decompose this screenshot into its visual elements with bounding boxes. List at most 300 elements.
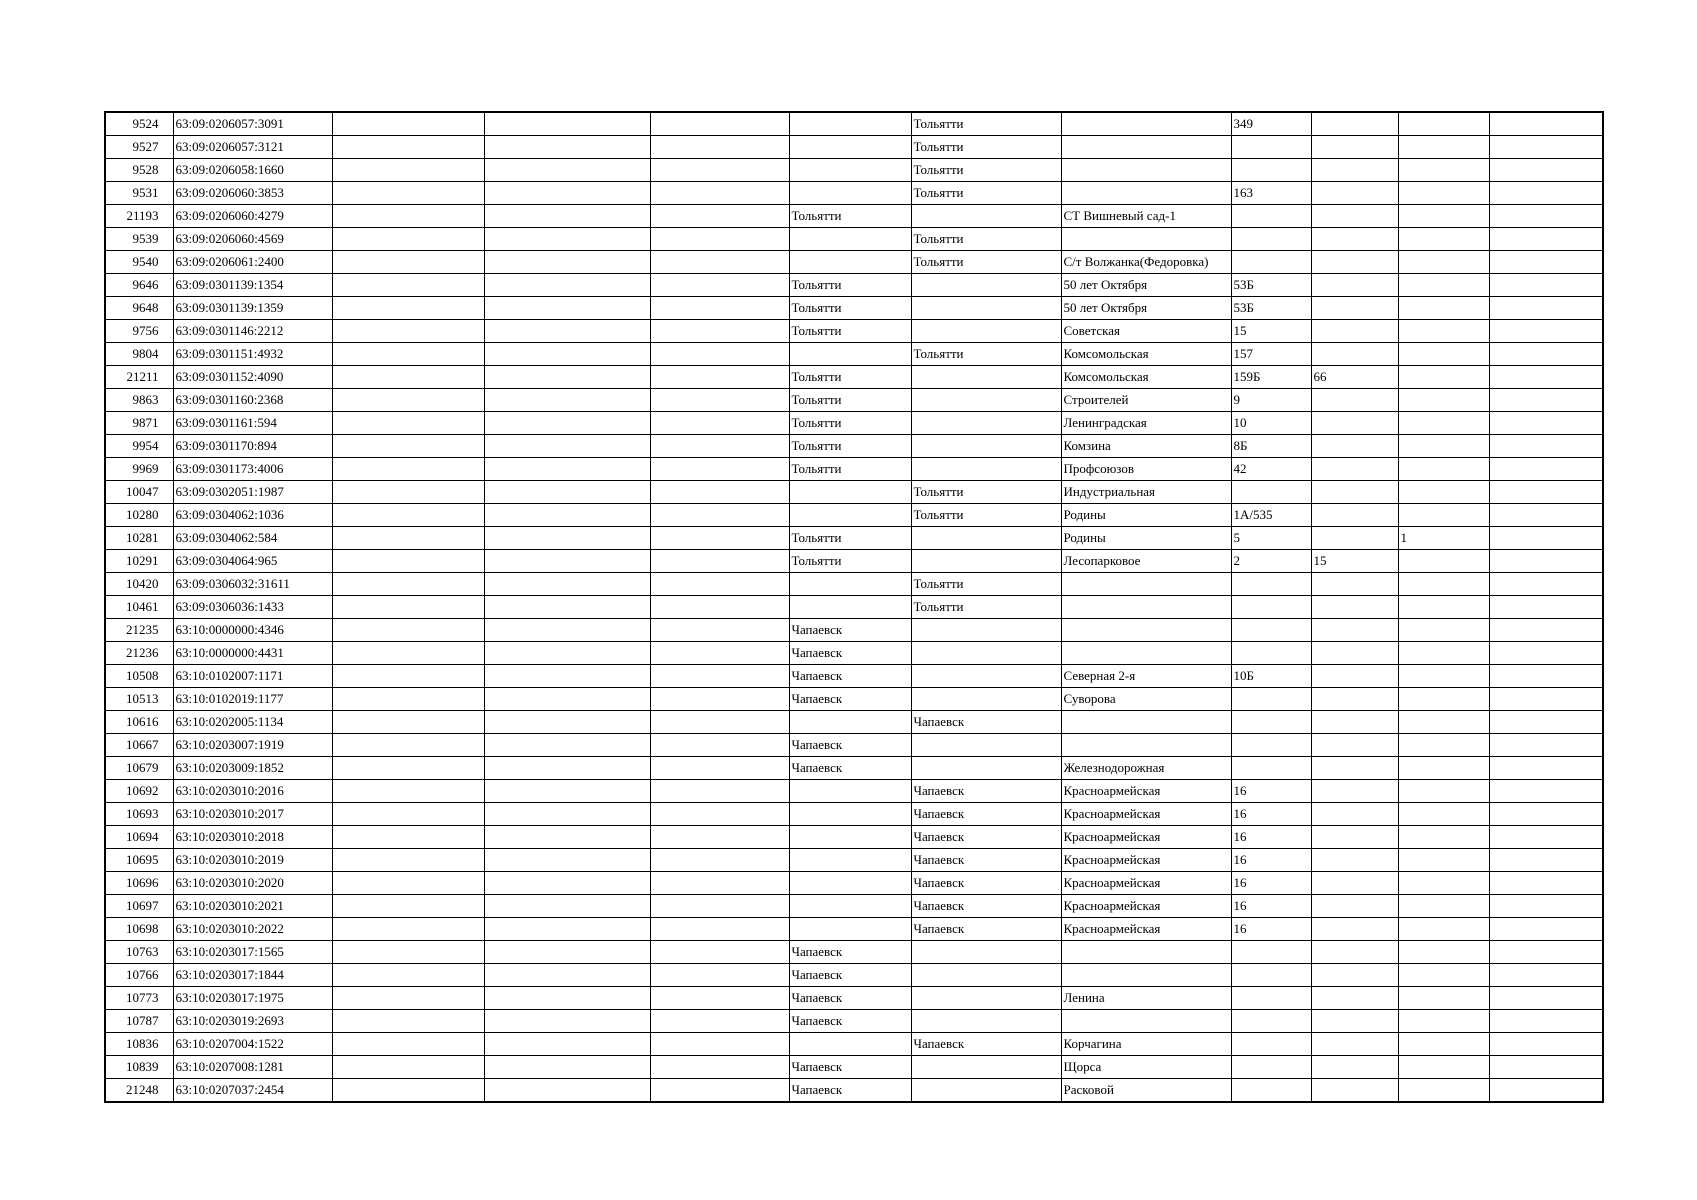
cell-apartment bbox=[1489, 573, 1603, 596]
cell-building bbox=[1311, 780, 1398, 803]
cell-record-number: 10047 bbox=[105, 481, 173, 504]
cell-record-number: 9524 bbox=[105, 112, 173, 136]
cell-settlement-city: Тольятти bbox=[789, 458, 911, 481]
cell-locality: Тольятти bbox=[911, 504, 1061, 527]
cell-col-3 bbox=[332, 688, 484, 711]
cell-building: 15 bbox=[1311, 550, 1398, 573]
cell-apartment bbox=[1489, 389, 1603, 412]
cell-structure bbox=[1398, 619, 1489, 642]
cell-building bbox=[1311, 711, 1398, 734]
cell-building bbox=[1311, 964, 1398, 987]
cell-house-number: 16 bbox=[1231, 895, 1311, 918]
cell-cadastral-number: 63:10:0000000:4346 bbox=[173, 619, 332, 642]
cell-settlement-city bbox=[789, 251, 911, 274]
cell-structure bbox=[1398, 343, 1489, 366]
cell-house-number: 16 bbox=[1231, 918, 1311, 941]
cell-apartment bbox=[1489, 757, 1603, 780]
cell-cadastral-number: 63:09:0206060:3853 bbox=[173, 182, 332, 205]
cell-col-5 bbox=[650, 918, 789, 941]
cell-col-3 bbox=[332, 1033, 484, 1056]
cell-record-number: 9539 bbox=[105, 228, 173, 251]
cell-col-4 bbox=[484, 1079, 650, 1103]
cell-record-number: 10280 bbox=[105, 504, 173, 527]
cell-building bbox=[1311, 918, 1398, 941]
cell-settlement-city: Тольятти bbox=[789, 527, 911, 550]
cell-house-number: 10 bbox=[1231, 412, 1311, 435]
cell-structure bbox=[1398, 688, 1489, 711]
cell-apartment bbox=[1489, 550, 1603, 573]
cell-house-number bbox=[1231, 734, 1311, 757]
table-row bbox=[105, 228, 1603, 251]
cell-building bbox=[1311, 849, 1398, 872]
cell-structure bbox=[1398, 734, 1489, 757]
cell-col-5 bbox=[650, 895, 789, 918]
cell-locality bbox=[911, 941, 1061, 964]
cell-building bbox=[1311, 941, 1398, 964]
cell-cadastral-number: 63:09:0304062:584 bbox=[173, 527, 332, 550]
cell-building bbox=[1311, 320, 1398, 343]
cell-settlement-city bbox=[789, 182, 911, 205]
cell-settlement-city bbox=[789, 481, 911, 504]
cell-locality bbox=[911, 320, 1061, 343]
cell-settlement-city bbox=[789, 159, 911, 182]
cell-building bbox=[1311, 527, 1398, 550]
cell-settlement-city bbox=[789, 826, 911, 849]
cell-settlement-city bbox=[789, 803, 911, 826]
cell-locality bbox=[911, 688, 1061, 711]
cell-col-3 bbox=[332, 251, 484, 274]
cell-settlement-city: Чапаевск bbox=[789, 734, 911, 757]
cell-apartment bbox=[1489, 297, 1603, 320]
cell-settlement-city bbox=[789, 849, 911, 872]
cell-settlement-city: Тольятти bbox=[789, 205, 911, 228]
cell-col-3 bbox=[332, 918, 484, 941]
cell-col-3 bbox=[332, 619, 484, 642]
table-row bbox=[105, 412, 1603, 435]
table-row bbox=[105, 1010, 1603, 1033]
cell-locality bbox=[911, 205, 1061, 228]
cell-street: Комзина bbox=[1061, 435, 1231, 458]
cell-building bbox=[1311, 757, 1398, 780]
cell-structure bbox=[1398, 918, 1489, 941]
cell-settlement-city: Тольятти bbox=[789, 435, 911, 458]
cell-col-4 bbox=[484, 136, 650, 159]
cell-apartment bbox=[1489, 159, 1603, 182]
cell-col-4 bbox=[484, 366, 650, 389]
table-row bbox=[105, 159, 1603, 182]
cell-locality bbox=[911, 366, 1061, 389]
cell-apartment bbox=[1489, 504, 1603, 527]
cell-cadastral-number: 63:10:0207004:1522 bbox=[173, 1033, 332, 1056]
cell-cadastral-number: 63:09:0306032:31611 bbox=[173, 573, 332, 596]
cell-record-number: 21248 bbox=[105, 1079, 173, 1103]
cell-building bbox=[1311, 182, 1398, 205]
cell-col-5 bbox=[650, 366, 789, 389]
cell-col-4 bbox=[484, 780, 650, 803]
cell-col-5 bbox=[650, 504, 789, 527]
cell-locality bbox=[911, 757, 1061, 780]
cell-cadastral-number: 63:10:0203007:1919 bbox=[173, 734, 332, 757]
cell-cadastral-number: 63:10:0203017:1975 bbox=[173, 987, 332, 1010]
cell-cadastral-number: 63:10:0203009:1852 bbox=[173, 757, 332, 780]
cell-col-4 bbox=[484, 297, 650, 320]
table-row bbox=[105, 711, 1603, 734]
cell-record-number: 9527 bbox=[105, 136, 173, 159]
cell-cadastral-number: 63:10:0000000:4431 bbox=[173, 642, 332, 665]
cell-apartment bbox=[1489, 941, 1603, 964]
cell-building bbox=[1311, 1079, 1398, 1103]
cell-locality: Тольятти bbox=[911, 343, 1061, 366]
cell-structure bbox=[1398, 297, 1489, 320]
cell-col-5 bbox=[650, 136, 789, 159]
cell-locality: Чапаевск bbox=[911, 918, 1061, 941]
cell-col-4 bbox=[484, 803, 650, 826]
cell-col-3 bbox=[332, 458, 484, 481]
cell-structure bbox=[1398, 136, 1489, 159]
cell-settlement-city: Тольятти bbox=[789, 297, 911, 320]
table-row bbox=[105, 619, 1603, 642]
cell-apartment bbox=[1489, 918, 1603, 941]
table-row bbox=[105, 1056, 1603, 1079]
cell-col-3 bbox=[332, 182, 484, 205]
cell-structure bbox=[1398, 504, 1489, 527]
cell-col-3 bbox=[332, 1010, 484, 1033]
cell-col-5 bbox=[650, 435, 789, 458]
cell-house-number: 16 bbox=[1231, 780, 1311, 803]
cell-col-4 bbox=[484, 711, 650, 734]
cell-col-5 bbox=[650, 182, 789, 205]
cell-col-3 bbox=[332, 389, 484, 412]
cell-house-number bbox=[1231, 205, 1311, 228]
cell-building bbox=[1311, 297, 1398, 320]
table-row bbox=[105, 182, 1603, 205]
cell-locality bbox=[911, 527, 1061, 550]
table-row bbox=[105, 481, 1603, 504]
cell-street: 50 лет Октября bbox=[1061, 274, 1231, 297]
cell-street: Комсомольская bbox=[1061, 343, 1231, 366]
cell-apartment bbox=[1489, 458, 1603, 481]
cell-house-number bbox=[1231, 941, 1311, 964]
cell-building bbox=[1311, 987, 1398, 1010]
cell-locality bbox=[911, 435, 1061, 458]
cell-cadastral-number: 63:09:0206060:4279 bbox=[173, 205, 332, 228]
table-row bbox=[105, 596, 1603, 619]
table-row bbox=[105, 573, 1603, 596]
cell-col-3 bbox=[332, 895, 484, 918]
cell-locality: Чапаевск bbox=[911, 826, 1061, 849]
cell-col-4 bbox=[484, 619, 650, 642]
cell-house-number: 9 bbox=[1231, 389, 1311, 412]
cell-record-number: 10787 bbox=[105, 1010, 173, 1033]
cell-street: Красноармейская bbox=[1061, 803, 1231, 826]
table-row bbox=[105, 734, 1603, 757]
cell-record-number: 10508 bbox=[105, 665, 173, 688]
cell-building bbox=[1311, 435, 1398, 458]
cell-col-5 bbox=[650, 642, 789, 665]
cell-house-number bbox=[1231, 481, 1311, 504]
cell-building bbox=[1311, 205, 1398, 228]
cell-record-number: 10696 bbox=[105, 872, 173, 895]
cell-apartment bbox=[1489, 665, 1603, 688]
cell-col-5 bbox=[650, 803, 789, 826]
cell-structure bbox=[1398, 642, 1489, 665]
cell-cadastral-number: 63:09:0206061:2400 bbox=[173, 251, 332, 274]
cell-settlement-city bbox=[789, 596, 911, 619]
cell-locality bbox=[911, 1010, 1061, 1033]
table-row bbox=[105, 435, 1603, 458]
cell-street bbox=[1061, 112, 1231, 136]
cell-settlement-city bbox=[789, 895, 911, 918]
cell-settlement-city: Чапаевск bbox=[789, 1010, 911, 1033]
cell-col-4 bbox=[484, 504, 650, 527]
cell-street: Ленина bbox=[1061, 987, 1231, 1010]
cell-building bbox=[1311, 642, 1398, 665]
cell-col-3 bbox=[332, 711, 484, 734]
cell-col-5 bbox=[650, 458, 789, 481]
table-row bbox=[105, 112, 1603, 136]
cell-structure bbox=[1398, 320, 1489, 343]
cell-col-3 bbox=[332, 205, 484, 228]
cell-settlement-city: Чапаевск bbox=[789, 688, 911, 711]
cell-settlement-city bbox=[789, 1033, 911, 1056]
cell-apartment bbox=[1489, 596, 1603, 619]
cell-structure bbox=[1398, 481, 1489, 504]
cell-settlement-city: Чапаевск bbox=[789, 1079, 911, 1103]
cell-locality bbox=[911, 297, 1061, 320]
cell-apartment bbox=[1489, 343, 1603, 366]
cell-cadastral-number: 63:09:0302051:1987 bbox=[173, 481, 332, 504]
cell-apartment bbox=[1489, 527, 1603, 550]
cell-locality: Чапаевск bbox=[911, 780, 1061, 803]
cell-apartment bbox=[1489, 872, 1603, 895]
cell-col-5 bbox=[650, 527, 789, 550]
cell-record-number: 21193 bbox=[105, 205, 173, 228]
cell-col-3 bbox=[332, 274, 484, 297]
cell-apartment bbox=[1489, 964, 1603, 987]
cell-street: Родины bbox=[1061, 527, 1231, 550]
table-row bbox=[105, 872, 1603, 895]
cell-col-4 bbox=[484, 734, 650, 757]
cell-locality: Чапаевск bbox=[911, 711, 1061, 734]
cell-house-number bbox=[1231, 251, 1311, 274]
cell-structure bbox=[1398, 366, 1489, 389]
cell-apartment bbox=[1489, 228, 1603, 251]
cell-apartment bbox=[1489, 780, 1603, 803]
cell-col-4 bbox=[484, 573, 650, 596]
cell-col-3 bbox=[332, 435, 484, 458]
cell-cadastral-number: 63:09:0301173:4006 bbox=[173, 458, 332, 481]
cell-col-4 bbox=[484, 435, 650, 458]
cell-building bbox=[1311, 1010, 1398, 1033]
cell-locality: Чапаевск bbox=[911, 872, 1061, 895]
cell-col-5 bbox=[650, 550, 789, 573]
cell-structure: 1 bbox=[1398, 527, 1489, 550]
cell-apartment bbox=[1489, 734, 1603, 757]
cell-col-5 bbox=[650, 734, 789, 757]
cell-locality: Тольятти bbox=[911, 182, 1061, 205]
cell-locality: Тольятти bbox=[911, 159, 1061, 182]
cell-settlement-city bbox=[789, 504, 911, 527]
table-row bbox=[105, 757, 1603, 780]
cell-col-3 bbox=[332, 780, 484, 803]
cell-house-number: 349 bbox=[1231, 112, 1311, 136]
cell-cadastral-number: 63:09:0306036:1433 bbox=[173, 596, 332, 619]
cell-locality bbox=[911, 619, 1061, 642]
cell-street: Лесопарковое bbox=[1061, 550, 1231, 573]
cell-street: Корчагина bbox=[1061, 1033, 1231, 1056]
cell-structure bbox=[1398, 1033, 1489, 1056]
cell-street: Красноармейская bbox=[1061, 918, 1231, 941]
cell-house-number bbox=[1231, 1010, 1311, 1033]
cell-col-4 bbox=[484, 849, 650, 872]
cell-house-number: 1А/535 bbox=[1231, 504, 1311, 527]
cell-locality bbox=[911, 274, 1061, 297]
cell-col-3 bbox=[332, 504, 484, 527]
cell-record-number: 10281 bbox=[105, 527, 173, 550]
cell-building bbox=[1311, 228, 1398, 251]
cell-col-4 bbox=[484, 918, 650, 941]
cell-structure bbox=[1398, 711, 1489, 734]
cell-apartment bbox=[1489, 366, 1603, 389]
cell-cadastral-number: 63:10:0207008:1281 bbox=[173, 1056, 332, 1079]
cell-col-3 bbox=[332, 941, 484, 964]
cell-cadastral-number: 63:09:0301152:4090 bbox=[173, 366, 332, 389]
cell-house-number: 16 bbox=[1231, 803, 1311, 826]
cell-col-3 bbox=[332, 757, 484, 780]
cell-col-5 bbox=[650, 711, 789, 734]
cell-locality bbox=[911, 964, 1061, 987]
cell-locality bbox=[911, 1056, 1061, 1079]
cell-settlement-city bbox=[789, 112, 911, 136]
cell-settlement-city: Чапаевск bbox=[789, 941, 911, 964]
cell-structure bbox=[1398, 205, 1489, 228]
cell-col-5 bbox=[650, 780, 789, 803]
cell-structure bbox=[1398, 757, 1489, 780]
cell-building bbox=[1311, 803, 1398, 826]
cell-col-3 bbox=[332, 112, 484, 136]
cell-col-3 bbox=[332, 527, 484, 550]
cell-locality: Чапаевск bbox=[911, 1033, 1061, 1056]
cell-cadastral-number: 63:10:0102007:1171 bbox=[173, 665, 332, 688]
cell-col-4 bbox=[484, 941, 650, 964]
cell-building bbox=[1311, 688, 1398, 711]
cell-building bbox=[1311, 619, 1398, 642]
cell-record-number: 9540 bbox=[105, 251, 173, 274]
cell-cadastral-number: 63:10:0102019:1177 bbox=[173, 688, 332, 711]
cell-house-number bbox=[1231, 642, 1311, 665]
cell-record-number: 10695 bbox=[105, 849, 173, 872]
cell-record-number: 10763 bbox=[105, 941, 173, 964]
cell-street bbox=[1061, 642, 1231, 665]
cell-house-number: 16 bbox=[1231, 826, 1311, 849]
cell-cadastral-number: 63:09:0301160:2368 bbox=[173, 389, 332, 412]
cell-apartment bbox=[1489, 642, 1603, 665]
cell-record-number: 21211 bbox=[105, 366, 173, 389]
cell-settlement-city: Чапаевск bbox=[789, 987, 911, 1010]
cell-col-3 bbox=[332, 228, 484, 251]
cell-locality: Тольятти bbox=[911, 596, 1061, 619]
cell-building bbox=[1311, 1056, 1398, 1079]
cell-col-4 bbox=[484, 527, 650, 550]
cell-settlement-city: Тольятти bbox=[789, 550, 911, 573]
cell-house-number bbox=[1231, 1079, 1311, 1103]
cell-col-3 bbox=[332, 412, 484, 435]
cell-house-number: 8Б bbox=[1231, 435, 1311, 458]
cell-street: Суворова bbox=[1061, 688, 1231, 711]
cell-locality bbox=[911, 458, 1061, 481]
cell-cadastral-number: 63:10:0203010:2016 bbox=[173, 780, 332, 803]
table-row bbox=[105, 895, 1603, 918]
cell-col-5 bbox=[650, 849, 789, 872]
cell-record-number: 10773 bbox=[105, 987, 173, 1010]
cell-street bbox=[1061, 228, 1231, 251]
cell-locality bbox=[911, 412, 1061, 435]
cell-street: Красноармейская bbox=[1061, 780, 1231, 803]
cell-col-4 bbox=[484, 343, 650, 366]
cell-house-number: 53Б bbox=[1231, 297, 1311, 320]
cell-settlement-city: Чапаевск bbox=[789, 619, 911, 642]
cell-col-5 bbox=[650, 251, 789, 274]
cell-settlement-city bbox=[789, 780, 911, 803]
cell-locality: Тольятти bbox=[911, 136, 1061, 159]
cell-building bbox=[1311, 872, 1398, 895]
cell-locality: Чапаевск bbox=[911, 803, 1061, 826]
cell-settlement-city: Тольятти bbox=[789, 389, 911, 412]
table-row bbox=[105, 550, 1603, 573]
cell-col-4 bbox=[484, 895, 650, 918]
cell-col-4 bbox=[484, 964, 650, 987]
cell-apartment bbox=[1489, 987, 1603, 1010]
cell-building bbox=[1311, 481, 1398, 504]
cell-building bbox=[1311, 734, 1398, 757]
cell-structure bbox=[1398, 895, 1489, 918]
table-row bbox=[105, 205, 1603, 228]
cell-record-number: 9871 bbox=[105, 412, 173, 435]
cell-col-4 bbox=[484, 550, 650, 573]
table-row bbox=[105, 251, 1603, 274]
cell-apartment bbox=[1489, 849, 1603, 872]
cell-house-number bbox=[1231, 711, 1311, 734]
cell-col-3 bbox=[332, 136, 484, 159]
cell-col-4 bbox=[484, 826, 650, 849]
cell-building bbox=[1311, 112, 1398, 136]
cell-record-number: 9756 bbox=[105, 320, 173, 343]
table-row bbox=[105, 320, 1603, 343]
cell-col-3 bbox=[332, 366, 484, 389]
cell-apartment bbox=[1489, 182, 1603, 205]
cell-street: Северная 2-я bbox=[1061, 665, 1231, 688]
cell-col-4 bbox=[484, 412, 650, 435]
table-row bbox=[105, 780, 1603, 803]
cell-record-number: 9646 bbox=[105, 274, 173, 297]
table-row bbox=[105, 1033, 1603, 1056]
cell-building bbox=[1311, 458, 1398, 481]
cell-street bbox=[1061, 182, 1231, 205]
cell-structure bbox=[1398, 964, 1489, 987]
cell-street bbox=[1061, 964, 1231, 987]
cell-record-number: 10839 bbox=[105, 1056, 173, 1079]
cell-cadastral-number: 63:10:0203010:2018 bbox=[173, 826, 332, 849]
cell-building bbox=[1311, 412, 1398, 435]
cell-structure bbox=[1398, 112, 1489, 136]
cell-house-number bbox=[1231, 573, 1311, 596]
cell-street bbox=[1061, 159, 1231, 182]
cell-apartment bbox=[1489, 481, 1603, 504]
cell-settlement-city: Тольятти bbox=[789, 366, 911, 389]
cell-record-number: 10836 bbox=[105, 1033, 173, 1056]
cell-col-4 bbox=[484, 320, 650, 343]
cell-apartment bbox=[1489, 803, 1603, 826]
